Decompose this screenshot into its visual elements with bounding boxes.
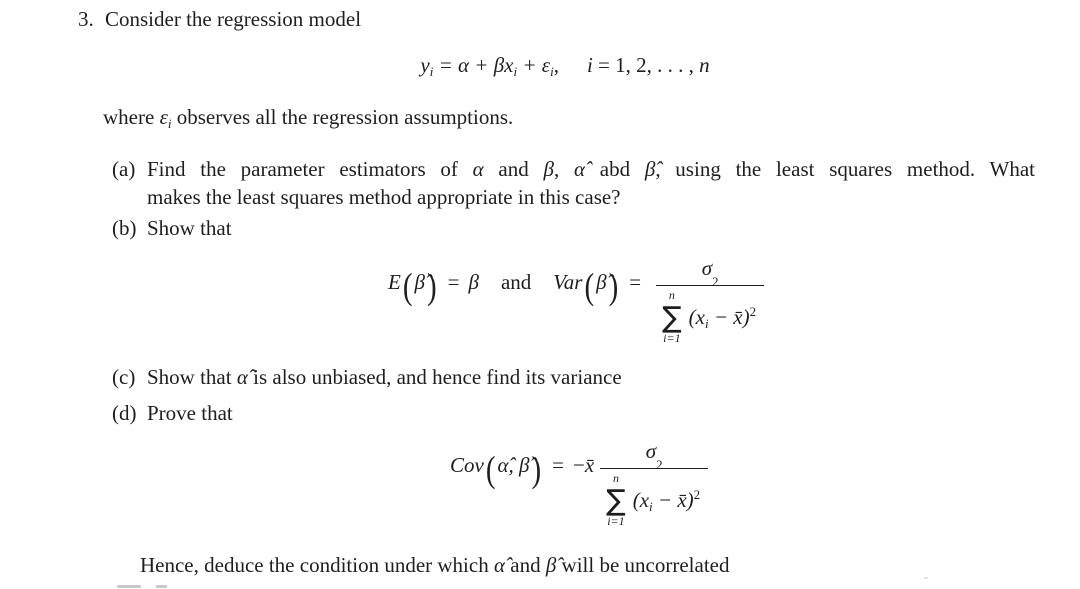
- expr-close: − x̄): [708, 304, 750, 329]
- subscript-i: i: [167, 116, 172, 131]
- equation-b: [388, 237, 764, 345]
- cutoff-text-fragment: [117, 585, 141, 588]
- text-segment: and: [505, 553, 546, 577]
- operator-Cov: Cov: [450, 452, 484, 477]
- text-segment: , using the least squares method. What: [655, 157, 1036, 181]
- expr-open: (x: [688, 304, 705, 329]
- var-alpha: α: [472, 157, 484, 181]
- left-paren: (: [485, 449, 496, 491]
- equation-comma: ,: [553, 53, 559, 77]
- var-beta: β: [543, 157, 554, 181]
- problem-number: 3.: [78, 7, 94, 31]
- sigma-sum-icon: ∑: [606, 482, 626, 517]
- var-beta: β: [468, 269, 479, 294]
- problem-intro: Consider the regression model: [105, 7, 362, 31]
- sum-expression: [633, 487, 700, 513]
- var-sigma: σ: [701, 256, 713, 281]
- variance-fraction: [656, 249, 764, 346]
- fraction-denominator: [656, 285, 764, 346]
- var-y: y: [420, 53, 430, 77]
- equals-sign: =: [552, 452, 564, 477]
- var-epsilon: ε: [159, 105, 168, 129]
- equation-d-lhs: [450, 449, 595, 491]
- var-beta-hat: β̂: [414, 269, 425, 294]
- text-segment: abd: [585, 157, 645, 181]
- model-equation: [50, 52, 1080, 78]
- right-paren: ): [531, 449, 542, 491]
- right-paren: ): [426, 266, 437, 308]
- index-numbers: 1, 2, . . . ,: [615, 53, 700, 77]
- sum-lower-limit: i=1: [663, 330, 681, 345]
- var-beta-hat: β̂: [545, 553, 557, 577]
- text-segment: Find the parameter estimators of: [147, 157, 473, 181]
- var-alpha-hat: α̂: [493, 553, 505, 577]
- subscript-i: i: [649, 498, 653, 514]
- var-alpha-hat: α̂: [573, 157, 586, 181]
- equation-mid1: = α + βx: [433, 53, 514, 77]
- index-n: n: [699, 53, 710, 77]
- conclusion-line: [140, 552, 729, 578]
- summation: [662, 289, 682, 346]
- cutoff-text-fragment: [924, 577, 928, 579]
- subscript-i: i: [429, 64, 434, 79]
- text-segment: and: [483, 157, 544, 181]
- left-paren: (: [584, 266, 595, 308]
- text-segment: is also unbiased, and hence find its variance: [247, 365, 622, 389]
- equation-b-lhs: [388, 266, 650, 308]
- summation: [606, 472, 626, 529]
- part-a-line1: [147, 156, 1035, 182]
- superscript-2: 2: [749, 303, 757, 319]
- var-xbar: x̄: [584, 452, 595, 477]
- left-paren: (: [402, 266, 413, 308]
- part-b-label: (b): [112, 216, 137, 240]
- sum-upper-limit: n: [668, 287, 675, 302]
- text-segment: Hence, deduce the condition under which: [140, 553, 494, 577]
- index-equals: =: [592, 53, 616, 77]
- part-a-line2: makes the least squares method appropriate in this case?: [147, 185, 621, 209]
- text-segment: ,: [553, 157, 574, 181]
- expr-open: (x: [632, 487, 650, 512]
- text-segment: Show that: [147, 365, 237, 389]
- var-alpha-hat: α̂: [236, 365, 248, 389]
- part-d-text: Prove that: [147, 401, 233, 425]
- operator-Var: Var: [553, 269, 583, 294]
- subscript-i: i: [550, 64, 554, 79]
- sum-upper-limit: n: [612, 470, 619, 485]
- part-d-label: (d): [112, 401, 137, 425]
- sum-lower-limit: i=1: [607, 513, 625, 528]
- index-i: i: [586, 53, 593, 77]
- part-c-text: [147, 364, 622, 390]
- assumption-line: [103, 104, 513, 130]
- var-beta-hat: β̂: [596, 269, 607, 294]
- assumption-post: observes all the regression assumptions.: [171, 105, 514, 129]
- var-beta-hat: β̂: [644, 157, 656, 181]
- operator-E: E: [388, 269, 401, 294]
- part-b-text: Show that: [147, 216, 232, 240]
- subscript-i: i: [513, 64, 518, 79]
- equation-mid2: + ε: [517, 53, 551, 77]
- equals-sign: =: [629, 269, 642, 294]
- equation-d: [450, 420, 708, 528]
- sum-expression: [689, 304, 756, 330]
- sigma-sum-icon: ∑: [662, 299, 682, 334]
- fraction-denominator: [600, 468, 708, 529]
- part-a-label: (a): [112, 157, 136, 181]
- superscript-2: 2: [693, 486, 701, 502]
- fraction-numerator: σ 2: [701, 256, 719, 289]
- expr-close: − x̄): [652, 487, 694, 512]
- var-sigma: σ: [645, 439, 657, 464]
- part-c-label: (c): [112, 365, 136, 389]
- and-word: and: [500, 269, 532, 294]
- right-paren: ): [608, 266, 619, 308]
- minus-sign: −: [573, 452, 585, 477]
- fraction-numerator: σ 2: [645, 439, 663, 472]
- assumption-pre: where: [103, 105, 160, 129]
- equals-sign: =: [447, 269, 460, 294]
- covariance-fraction: [600, 432, 708, 529]
- cutoff-text-fragment: [156, 585, 167, 588]
- subscript-i: i: [705, 315, 709, 331]
- text-segment: will be uncorrelated: [556, 553, 730, 577]
- var-alpha-hat-beta-hat: α̂, β̂: [497, 452, 530, 477]
